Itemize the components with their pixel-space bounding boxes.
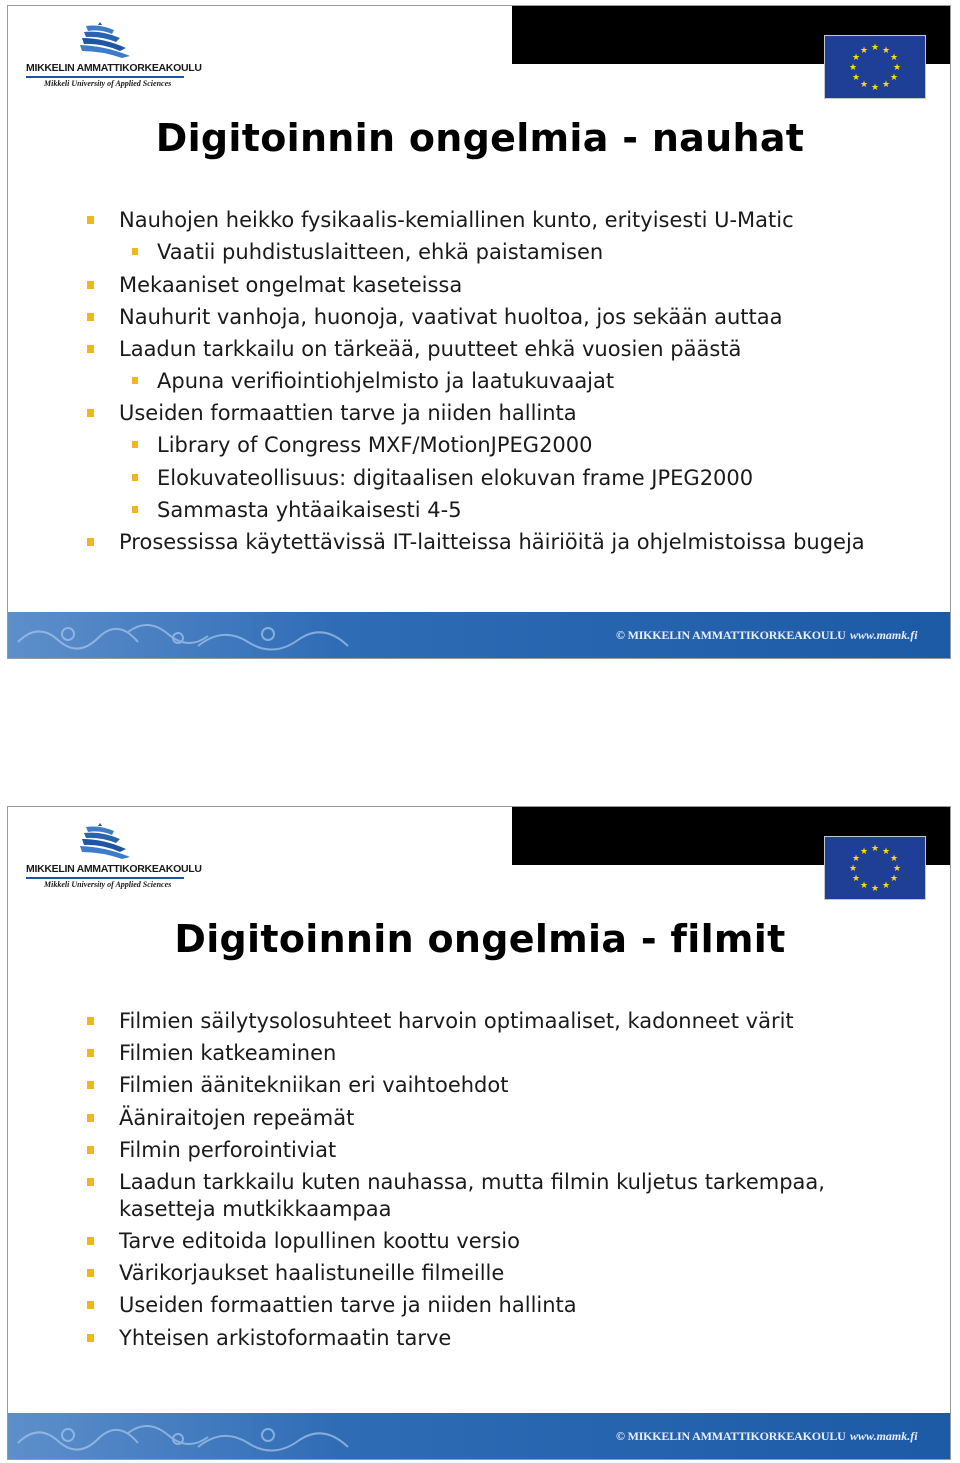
university-logo (26, 22, 202, 92)
svg-text:★: ★ (870, 884, 880, 894)
svg-text:★: ★ (851, 874, 861, 884)
list-item: Laadun tarkkailu on tärkeää, puutteet ehkä vuosien päästä (119, 336, 741, 363)
bullet-icon (87, 1049, 94, 1057)
bullet-icon (87, 1301, 94, 1309)
bullet-icon (87, 409, 94, 417)
svg-text:★: ★ (889, 53, 899, 63)
slide-2 (7, 806, 951, 1460)
list-item: Filmien katkeaminen (119, 1040, 336, 1067)
bullet-icon (132, 474, 138, 481)
list-item: Laadun tarkkailu kuten nauhassa, mutta filmin kuljetus tarkempaa, kasetteja mutkikkaampaa (119, 1169, 879, 1223)
list-item: Ääniraitojen repeämät (119, 1105, 354, 1132)
bullet-icon (87, 1237, 94, 1245)
svg-text:★: ★ (892, 864, 902, 874)
bullet-icon (132, 377, 138, 384)
svg-text:★: ★ (851, 854, 861, 864)
logo-divider (26, 877, 184, 879)
footer-url: www.mamk.fi (850, 1429, 918, 1443)
svg-text:★: ★ (889, 874, 899, 884)
list-item: Elokuvateollisuus: digitaalisen elokuvan frame JPEG2000 (157, 465, 753, 492)
bullet-icon (87, 281, 94, 289)
eu-flag-icon (824, 35, 926, 99)
logo-wave-icon (26, 22, 146, 62)
svg-text:★: ★ (889, 854, 899, 864)
bullet-icon (87, 1017, 94, 1025)
list-item: Library of Congress MXF/MotionJPEG2000 (157, 432, 593, 459)
list-item: Vaatii puhdistuslaitteen, ehkä paistamisen (157, 239, 603, 266)
svg-text:★: ★ (848, 63, 858, 73)
eu-flag-icon (824, 836, 926, 900)
svg-text:★: ★ (851, 73, 861, 83)
svg-text:★: ★ (859, 847, 869, 857)
svg-text:★: ★ (870, 844, 880, 854)
slide-1 (7, 5, 951, 659)
svg-text:★: ★ (881, 46, 891, 56)
bullet-icon (87, 1178, 94, 1186)
footer-ornament-icon (8, 612, 368, 658)
bullet-icon (132, 248, 138, 255)
bullet-icon (87, 313, 94, 321)
list-item: Värikorjaukset haalistuneille filmeille (119, 1260, 504, 1287)
footer-copyright: © MIKKELIN AMMATTIKORKEAKOULU (616, 628, 846, 642)
svg-text:★: ★ (881, 80, 891, 90)
list-item: Nauhojen heikko fysikaalis-kemiallinen kunto, erityisesti U-Matic (119, 207, 794, 234)
svg-text:★: ★ (859, 46, 869, 56)
logo-subtitle: Mikkeli University of Applied Sciences (44, 79, 172, 88)
svg-text:★: ★ (870, 83, 880, 93)
list-item: Sammasta yhtäaikaisesti 4-5 (157, 497, 462, 524)
bullet-icon (132, 441, 138, 448)
list-item: Nauhurit vanhoja, huonoja, vaativat huoltoa, jos sekään auttaa (119, 304, 782, 331)
bullet-icon (87, 216, 94, 224)
slide-footer (8, 1413, 951, 1459)
slide-footer (8, 612, 951, 658)
bullet-icon (87, 1081, 94, 1089)
svg-text:★: ★ (848, 864, 858, 874)
list-item: Apuna verifiointiohjelmisto ja laatukuvaajat (157, 368, 614, 395)
slide-title: Digitoinnin ongelmia - filmit (174, 917, 786, 961)
list-item: Useiden formaattien tarve ja niiden hallinta (119, 1292, 577, 1319)
list-item: Filmien säilytysolosuhteet harvoin optimaaliset, kadonneet värit (119, 1008, 794, 1035)
bullet-icon (87, 538, 94, 546)
list-item: Yhteisen arkistoformaatin tarve (119, 1325, 451, 1352)
logo-name: MIKKELIN AMMATTIKORKEAKOULU (26, 62, 202, 74)
svg-text:★: ★ (851, 53, 861, 63)
logo-divider (26, 76, 184, 78)
bullet-icon (132, 506, 138, 513)
svg-text:★: ★ (889, 73, 899, 83)
footer-url: www.mamk.fi (850, 628, 918, 642)
list-item: Useiden formaattien tarve ja niiden hallinta (119, 400, 577, 427)
list-item: Filmien äänitekniikan eri vaihtoehdot (119, 1072, 508, 1099)
slide-title: Digitoinnin ongelmia - nauhat (155, 116, 805, 160)
logo-name: MIKKELIN AMMATTIKORKEAKOULU (26, 863, 202, 875)
bullet-icon (87, 345, 94, 353)
list-item: Tarve editoida lopullinen koottu versio (119, 1228, 520, 1255)
footer-ornament-icon (8, 1413, 368, 1459)
svg-text:★: ★ (881, 847, 891, 857)
list-item: Prosessissa käytettävissä IT-laitteissa häiriöitä ja ohjelmistoissa bugeja (119, 529, 865, 556)
svg-text:★: ★ (881, 881, 891, 891)
list-item: Filmin perforointiviat (119, 1137, 336, 1164)
svg-text:★: ★ (892, 63, 902, 73)
bullet-icon (87, 1334, 94, 1342)
bullet-icon (87, 1269, 94, 1277)
university-logo (26, 823, 202, 893)
bullet-icon (87, 1114, 94, 1122)
logo-subtitle: Mikkeli University of Applied Sciences (44, 880, 172, 889)
logo-wave-icon (26, 823, 146, 863)
svg-text:★: ★ (859, 80, 869, 90)
svg-text:★: ★ (870, 43, 880, 53)
footer-copyright: © MIKKELIN AMMATTIKORKEAKOULU (616, 1429, 846, 1443)
bullet-icon (87, 1146, 94, 1154)
list-item: Mekaaniset ongelmat kaseteissa (119, 272, 462, 299)
svg-text:★: ★ (859, 881, 869, 891)
